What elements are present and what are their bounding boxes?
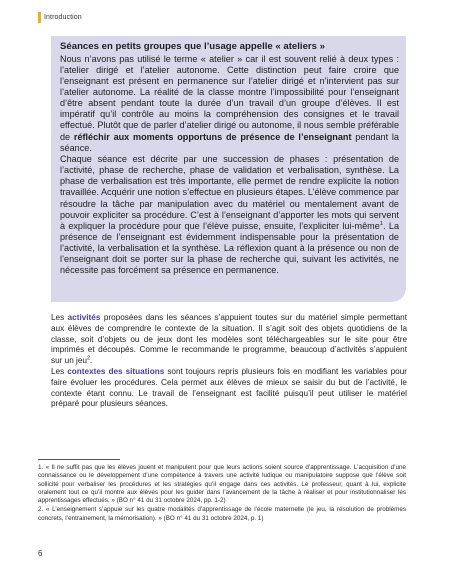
footnotes [38,464,406,524]
box-p1-bold: réfléchir aux moments opportuns de présence de l’enseignant [73,131,352,142]
box-p2-text-a: Chaque séance est décrite par une succession de phases : présentation de l’activité, phase de recherche, phase de validation et verbalisation, synthèse. La phase de verbalisation est très importante, elle permet de rendre explicite la notion travaillée. Acquérir une notion s’effectue en plusieurs étapes. L’élève commence par résoudre la tâche par manipulation avec du matériel ou mentalement avant de pouvoir expliciter sa procédure. C’est à l’enseignant d’apporter les mots qui servent à expliquer la procédure pour que l’élève puisse, ensuite, l’expliciter lui-même [60,153,399,231]
body-p1-text: proposées dans les séances s’appuient toutes sur du matériel simple permettant aux élèves de comprendre le contexte de la situation. Il s’agit soit des objets quotidiens de la classe, soit d’objets ou de jeux dont les modèles sont téléchargeables sur le site pour être imprimés et découpés. Comme le recommande le programme, beaucoup d’activités s’appuient sur un jeu [51,313,407,366]
box-title: Séances en petits groupes que l’usage appelle « ateliers » [60,41,325,52]
footnote-ref-2[interactable]: 2 [86,355,90,362]
page-number: 6 [38,549,43,558]
header-accent-bar [38,12,41,23]
box-p2-text-b: . La présence de l’enseignant est évidemment indispensable pour la présentation de l’activité, la verbalisation et la synthèse. La réflexion quant à la présence ou non de l’enseignant doit se porter sur la phase de recherche qui, suivant les activités, ne nécessite pas forcément sa présence en permanence. [60,220,400,276]
body-p2-pre: Les [51,366,65,376]
running-header [38,12,82,23]
box-paragraph-2 [60,154,399,277]
box-p1-text: Nous n’avons pas utilisé le terme « atelier » car il est souvent relié à deux types : l’atelier dirigé et l’atelier autonome. Cette distinction peut faire croire que l’enseignant est présent en permanence sur l’atelier dirigé et n’intervient pas sur l’atelier autonome. La réalité de la classe montre l’impossibilité pour l’enseignant d’être absent pendant toute la durée d’un travail d’un groupe d’élèves. Il est impératif qu’il contrôle au moins la compréhension des consignes et le travail effectué. Plutôt que de parler d’atelier dirigé ou autonome, il nous semble préférable de [60,53,399,142]
info-box [51,36,406,302]
box-paragraph-1 [60,54,399,154]
body-paragraph-1 [51,313,407,367]
footnote-divider [38,459,120,460]
body-p2-text: sont toujours repris plusieurs fois en modifiant les variables pour faire évoluer les procédures. Cela permet aux élèves de mieux se saisir du but de l’activité, le contexte étant connu. Le travail de l’enseignant est facilité puisqu’il peut utiliser le matériel préparé pour plusieurs séances. [51,366,408,409]
footnote-1: 1. « Il ne suffit pas que les élèves jouent et manipulent pour que leurs actions soient source d’apprentissage. L’acquisition d’une connaissance ou le développement d’une compétence à travers une activité ludique ou manipulatoire suppose que l’élève soit sollicité pour verbaliser les procédures et les stratégies qu’il engage dans ces activités. Le professeur, quant à lui, explicite oralement tout ce qu’il montre aux élèves pour les guider dans l’avancement de la tâche à réaliser et pour institutionnaliser les apprentissages effectués. » (BO n° 41 du 31 octobre 2024, pp. 1-2) [38,464,406,505]
body-paragraph-2 [51,367,407,410]
header-label: Introduction [44,14,82,21]
body-text [51,313,407,410]
footnote-2: 2. « L’enseignement s’appuie sur les quatre modalités d’apprentissage de l’école maternelle (le jeu, la résolution de problèmes concrets, l’entrainement, la mémorisation). » (BO n° 41 du 31 octobre 2024, p. 1) [38,506,406,522]
keyword-contextes: contextes des situations [67,366,165,376]
body-p1-pre: Les [51,313,65,322]
footnote-ref-1[interactable]: 1 [379,220,384,227]
body-p1-end: . [89,356,93,366]
keyword-activites: activités [67,313,101,322]
box-p1-end: pendant la séance. [60,131,399,153]
